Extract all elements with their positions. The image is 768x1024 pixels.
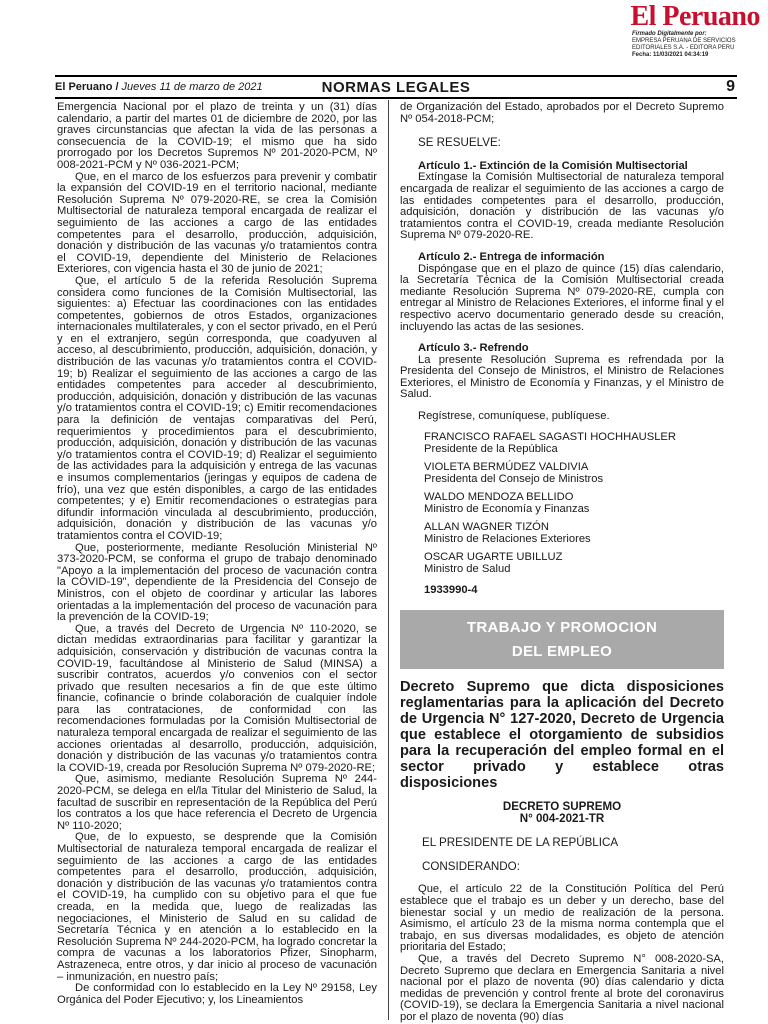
paragraph: Que, a través del Decreto Supremo N° 008-2020-SA, Decreto Supremo que declara en Emergencia Sanitaria a nivel nacional por el plazo de noventa (90) días calendario y dicta medidas de prevención y control frente al brote del coronavirus (COVID-19), se declara la Emergencia Sanitaria a nivel nacional por el plazo de noventa (90) días <box>400 953 724 1023</box>
signatory-role: Ministro de Salud <box>424 562 511 575</box>
paragraph: Emergencia Nacional por el plazo de treinta y un (31) días calendario, a partir del martes 01 de diciembre de 2020, por las graves circunstancias que afectan la vida de las personas a consecuencia de la COVID-19; el mismo que ha sido prorrogado por los Decretos Supremos Nº 201-2020-PCM, Nº 008-2021-PCM y Nº 036-2021-PCM; <box>57 101 377 171</box>
banner-line: DEL EMPLEO <box>511 643 613 661</box>
publication-name: El Peruano <box>55 81 113 93</box>
decree-reference <box>400 801 724 825</box>
signature-block <box>400 551 724 575</box>
newspaper-logo: El Peruano <box>630 1 760 32</box>
closing-formula: Regístrese, comuníquese, publíquese. <box>418 410 610 423</box>
signature-block <box>400 461 724 485</box>
banner-line: TRABAJO Y PROMOCION <box>466 619 658 637</box>
article-3-title: Artículo 3.- Refrendo <box>418 342 529 355</box>
paragraph: Que, el artículo 22 de la Constitución Política del Perú establece que el trabajo es un deber y un derecho, base del bienestar social y un medio de realización de la persona. Asimismo, el artículo 23 de la misma norma contempla que el trabajo, en sus diversas modalidades, es objeto de atención prioritaria del Estado; <box>400 883 724 954</box>
paragraph: Que, posteriormente, mediante Resolución Ministerial Nº 373-2020-PCM, se conforma el grupo de trabajo denominado "Apoyo a la implementación del proceso de vacunación contra la COVID-19", dependiente de la Presidencia del Consejo de Ministros, con el objeto de coordinar y articular las labores orientadas a la implementación del proceso de vacunación para la prevención de la COVID-19; <box>57 541 377 624</box>
page-number: 9 <box>726 78 735 95</box>
paragraph: Que, asimismo, mediante Resolución Suprema Nº 244-2020-PCM, se delega en el/la Titular del Ministerio de Salud, la facultad de suscribir en representación de la República del Perú los contratos a los que hace referencia el Decreto de Urgencia Nº 110-2020; <box>57 773 377 832</box>
issue-date: Jueves 11 de marzo de 2021 <box>121 81 263 93</box>
president-line: EL PRESIDENTE DE LA REPÚBLICA <box>422 836 619 850</box>
decree-number: N° 004-2021-TR <box>519 812 605 826</box>
signatory-name: FRANCISCO RAFAEL SAGASTI HOCHHAUSLER <box>424 430 676 443</box>
signatory-role: Presidenta del Consejo de Ministros <box>424 472 604 485</box>
signatory-name: VIOLETA BERMÚDEZ VALDIVIA <box>424 460 589 473</box>
article-1-title: Artículo 1.- Extinción de la Comisión Multisectorial <box>418 159 688 172</box>
decree-label: DECRETO SUPREMO <box>502 800 622 814</box>
header-separator: / <box>115 81 119 93</box>
digital-signature-note <box>632 31 760 59</box>
signature-line: EDITORIALES S.A. - EDITORA PERU <box>632 45 735 51</box>
signatory-name: WALDO MENDOZA BELLIDO <box>424 490 574 503</box>
right-column <box>400 102 724 1024</box>
left-column <box>57 102 377 1006</box>
signature-block <box>400 431 724 455</box>
document-code: 1933990-4 <box>424 583 478 596</box>
article-3-body: La presente Resolución Suprema es refrendada por la Presidenta del Consejo de Ministros, el Ministro de Relaciones Exteriores, el Ministro de Economía y Finanzas, y el Ministro de Salud. <box>400 353 724 401</box>
resolve-heading: SE RESUELVE: <box>418 136 501 150</box>
running-header <box>55 75 737 99</box>
paragraph: De conformidad con lo establecido en la Ley Nº 29158, Ley Orgánica del Poder Ejecutivo; y, los Lineamientos <box>57 982 377 1006</box>
signature-line: Fecha: 11/03/2021 04:34:19 <box>632 52 709 58</box>
section-banner <box>400 610 724 669</box>
signatory-role: Presidente de la República <box>424 442 558 455</box>
signature-line: EMPRESA PERUANA DE SERVICIOS <box>632 38 736 44</box>
column-divider <box>388 100 389 1020</box>
brand-block <box>630 2 760 32</box>
considering-heading: CONSIDERANDO: <box>422 859 520 873</box>
signatory-role: Ministro de Economía y Finanzas <box>424 502 590 515</box>
signature-block <box>400 521 724 545</box>
paragraph: Que, el artículo 5 de la referida Resolución Suprema considera como funciones de la Comisión Multisectorial, las siguientes: a) Efectuar las coordinaciones con las entidades competentes, gobiernos de otros Estados, organizaciones internacionales multilaterales, y con el sector privado, en el Perú y en el extranjero, según corresponda, que coadyuven al acceso, al descubrimiento, producción, adquisición, donación, y distribución de las vacunas y/o tratamientos contra el COVID-19; b) Realizar el seguimiento de las acciones a cargo de las entidades competentes para acceder al descubrimiento, producción, adquisición, donación y distribución de las vacunas y/o tratamientos contra el COVID-19; c) Emitir recomendaciones para la definición de ventajas comparativas del Perú, requerimientos y procedimientos para el descubrimiento, producción, adquisición, donación y distribución de las vacunas y/o tratamientos contra el COVID-19; d) Realizar el seguimiento de las actividades para la adquisición y entrega de las vacunas e insumos complementarios (jeringas y equipos de cadena de frío), una vez que estén disponibles, a cargo de las entidades competentes; y e) Emitir recomendaciones o estrategias para difundir información vinculada al descubrimiento, producción, adquisición, donación y distribución de las vacunas y/o tratamientos contra el COVID-19; <box>57 274 377 542</box>
signatory-name: ALLAN WAGNER TIZÓN <box>424 520 549 533</box>
paragraph: Que, en el marco de los esfuerzos para prevenir y combatir la expansión del COVID-19 en el territorio nacional, mediante Resolución Suprema Nº 079-2020-RE, se crea la Comisión Multisectorial de naturaleza temporal encargada de realizar el seguimiento de las acciones a cargo de las entidades competentes para el desarrollo, producción, adquisición, donación y distribución de las vacunas y/o tratamientos contra el COVID-19, dependiente del Ministerio de Relaciones Exteriores, con vigencia hasta el 30 de junio de 2021; <box>57 170 377 276</box>
paragraph: de Organización del Estado, aprobados por el Decreto Supremo Nº 054-2018-PCM; <box>400 101 724 125</box>
article-2-title: Artículo 2.- Entrega de información <box>418 250 605 263</box>
decree-title: Decreto Supremo que dicta disposiciones reglamentarias para la aplicación del Decreto de Urgencia N° 127-2020, Decreto de Urgencia que establece el otorgamiento de subsidios para la recuperación del empleo formal en el sector privado y establece otras disposiciones <box>400 679 724 792</box>
section-title: NORMAS LEGALES <box>321 79 471 96</box>
signatory-name: OSCAR UGARTE UBILLUZ <box>424 550 563 563</box>
signatory-role: Ministro de Relaciones Exteriores <box>424 532 591 545</box>
article-1-body: Extíngase la Comisión Multisectorial de naturaleza temporal encargada de realizar el seguimiento de las acciones a cargo de las entidades competentes para el desarrollo, producción, adquisición, donación y distribución de las vacunas y/o tratamientos contra el COVID-19, creada mediante Resolución Suprema Nº 079-2020-RE. <box>400 171 724 242</box>
signature-line: Firmado Digitalmente por: <box>632 31 707 37</box>
paragraph: Que, a través del Decreto de Urgencia Nº 110-2020, se dictan medidas extraordinarias para facilitar y garantizar la adquisición, conservación y distribución de vacunas contra la COVID-19, facultándose al Ministerio de Salud (MINSA) a suscribir contratos, acuerdos y/o convenios con el sector privado que resulten necesarios a fin de que este último financie, cofinancie o brinde colaboración de cualquier índole para las contrataciones, de conformidad con las recomendaciones formuladas por la Comisión Multisectorial de naturaleza temporal encargada de realizar el seguimiento de las acciones orientadas al desarrollo, producción, adquisición, donación y distribución de las vacunas y/o tratamientos contra la COVID-19, creada por Resolución Suprema Nº 079-2020-RE; <box>57 622 377 774</box>
paragraph: Que, de lo expuesto, se desprende que la Comisión Multisectorial de naturaleza temporal encargada de realizar el seguimiento de las acciones a cargo de las entidades competentes para el desarrollo, producción, adquisición, donación y distribución de las vacunas y/o tratamientos contra el COVID-19, ha cumplido con su objetivo para el que fue creada, en la medida que, luego de realizadas las negociaciones, el Ministerio de Salud en su calidad de Secretaría Técnica y en atención a lo establecido en la Resolución Suprema Nº 244-2020-PCM, ha logrado concretar la compra de vacunas a los laboratorios Pfizer, Sinopharm, Astrazeneca, entre otros, y dar inicio al proceso de vacunación – inmunización, en nuestro país; <box>57 831 377 983</box>
article-2-body: Dispóngase que en el plazo de quince (15) días calendario, la Secretaría Técnica de la Comisión Multisectorial creada mediante Resolución Suprema Nº 079-2020-RE, cumpla con entregar al Ministro de Relaciones Exteriores, el informe final y el respectivo acervo documentario generado desde su creación, incluyendo las actas de las sesiones. <box>400 262 724 333</box>
signature-block <box>400 491 724 515</box>
